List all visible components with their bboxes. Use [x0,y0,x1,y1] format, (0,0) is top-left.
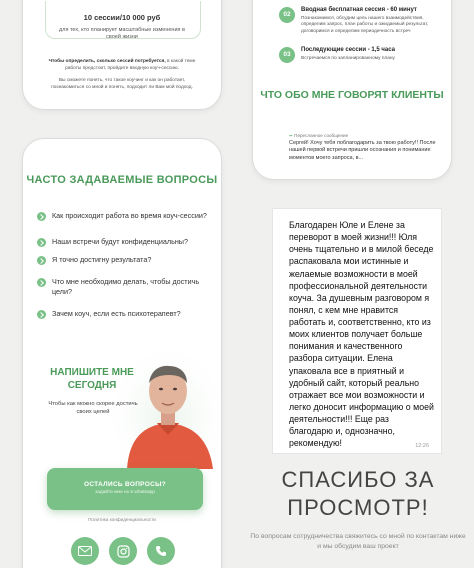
message-timestamp: 12:26 [415,443,429,449]
phone-icon[interactable] [147,537,175,565]
chevron-right-icon [37,256,46,265]
step-title: Вводная бесплатная сессия - 60 минут [301,7,417,13]
faq-question: Зачем коуч, если есть психотерапевт? [52,309,181,318]
review-message-screenshot [272,208,442,454]
pricing-note-rest: в какой теме работы предстоит, пройдите вводную коуч-сессию. [65,59,196,71]
thanks-subtitle: По вопросам сотрудничества свяжитесь со мной по контактам ниже и мы обсудим ваш проект [250,533,466,550]
chevron-right-icon [37,212,46,221]
phone-mockup-faq [22,138,222,568]
step-number: 02 [279,7,295,23]
step-number: 03 [279,47,295,63]
pricing-note-2: Вы сможете понять, что такое коучинг и как он работает, познакомиться со мной и понять, подходит ли Вам мой подход. [51,78,193,91]
step-title: Последующие сессии - 1,5 часа [301,47,395,53]
mail-icon[interactable] [71,537,99,565]
step-description: Встречаемся по запланированному плану [301,56,395,61]
faq-question: Как происходит работа во время коуч-сессии? [52,211,207,220]
chevron-right-icon [37,278,46,287]
faq-question: Наши встречи будут конфиденциальны? [52,237,188,246]
forwarded-label: ➦ Пересланное сообщение [289,133,349,138]
privacy-policy-link[interactable]: Политика конфиденциальности [88,517,156,522]
write-me-title: НАПИШИТЕ МНЕ СЕГОДНЯ [50,367,134,391]
phone-mockup-steps [252,0,452,180]
faq-question: Я точно достигну результата? [52,255,152,264]
pricing-note-bold: Чтобы определить, сколько сессий потребуется, [48,59,166,64]
faq-question: Что мне необходимо делать, чтобы достичь цели? [52,277,200,297]
questions-cta-button[interactable] [47,468,203,510]
instagram-icon[interactable] [109,537,137,565]
review-excerpt: Сергей! Хочу тебя поблагодарить за твою работу!! После нашей первой встречи пришли осознания и понимание моментов моего запроса, в... [289,140,436,161]
price-description: для тех, кто планирует масштабные изменения в своей жизни [59,27,185,41]
chevron-right-icon [37,310,46,319]
reviews-title: ЧТО ОБО МНЕ ГОВОРЯТ КЛИЕНТЫ [260,89,444,101]
price-label: 10 сессии/10 000 руб [83,13,161,22]
forward-icon: ➦ [289,133,293,138]
pricing-note [47,59,197,92]
faq-title: ЧАСТО ЗАДАВАЕМЫЕ ВОПРОСЫ [26,174,218,186]
review-message-text: Благодарен Юле и Елене за переворот в моей жизни!!! Юля очень тщательно и в милой беседе распаковала мои истинные и желаемые возможности в моей профессиональной деятельности коуча. За душевным разговором я понял, с кем мне нравится работать и, соответственно, кто из моих клиентов получает больше понимания и качественного разбора ситуации. Елена упаковала все в приятный и удобный сайт, который реально отражает все мои возможности и легко доносит информацию о моей деятельности!!! Еще раз благодарю и, однозначно, рекомендую! [289,220,434,449]
chevron-right-icon [37,238,46,247]
thanks-heading: СПАСИБО ЗА ПРОСМОТР! [281,467,435,521]
write-me-subtitle: Чтобы как можно скорее достичь своих целей [48,401,138,415]
phone-mockup-pricing [22,0,222,110]
cta-sublabel: задайте мне их в whatsapp [95,490,155,495]
cta-label: ОСТАЛИСЬ ВОПРОСЫ? [83,481,167,488]
step-description: Познакомимся, обсудим цель нашего взаимодействия, определим запрос, план работы и ожидаемый результат, договоримся и определим периодичность встреч [301,16,429,34]
